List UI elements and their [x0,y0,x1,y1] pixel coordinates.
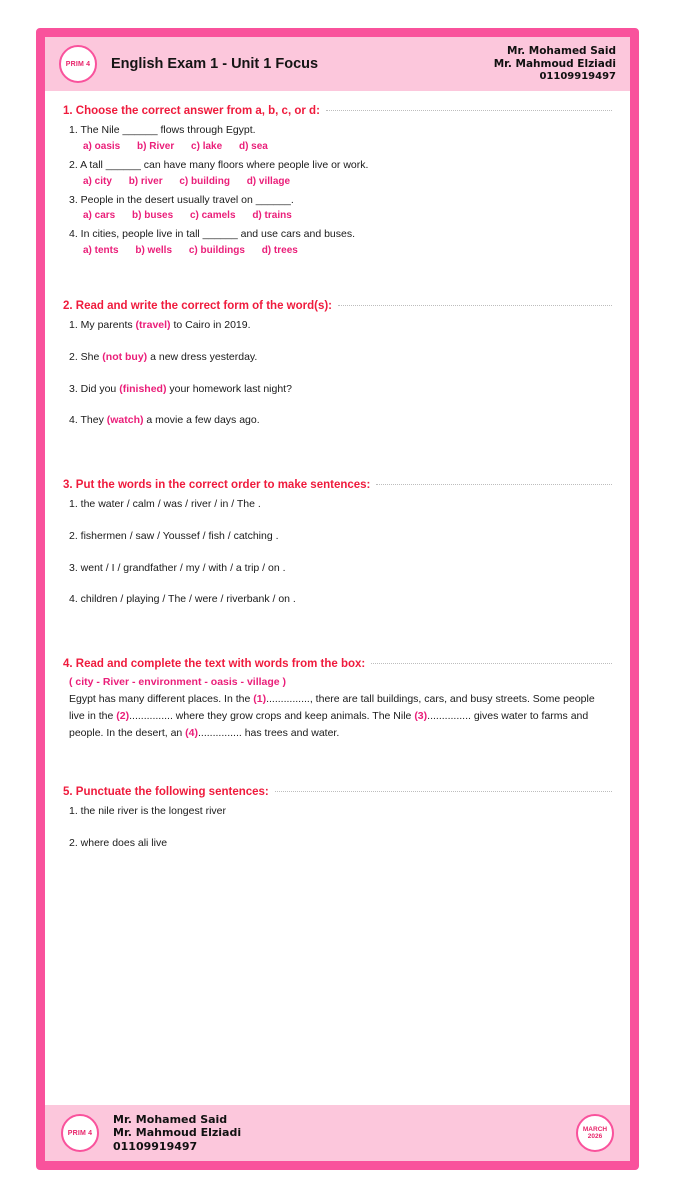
teacher-name-1: Mr. Mohamed Said [113,1112,228,1126]
dotted-rule [275,791,612,792]
section-1-title: 1. Choose the correct answer from a, b, c, or d: [63,105,320,117]
option[interactable]: d) sea [238,140,268,152]
teacher-name-1: Mr. Mohamed Said [507,45,616,58]
dotted-rule [338,305,612,306]
question-part: a new dress yesterday. [147,350,258,363]
question-text [69,318,612,334]
section-2 [63,300,612,429]
blank-number: (2) [116,710,130,722]
contact-phone: 01109919497 [539,70,616,82]
section-3-heading [63,479,612,491]
option[interactable]: a) oasis [83,140,121,152]
section-5-title: 5. Punctuate the following sentences: [63,786,269,798]
option[interactable]: b) buses [132,210,174,222]
section-5 [63,786,612,852]
spacer [63,752,612,786]
question-text [69,413,612,429]
dotted-rule [326,110,612,111]
option[interactable]: c) camels [189,210,236,222]
section-1-heading [63,105,612,117]
question-text: 1. The Nile ______ flows through Egypt. [69,124,256,136]
section-3 [63,479,612,608]
section-1 [63,105,612,256]
spacer [63,266,612,300]
paragraph-part: Egypt has many different places. In the [69,693,254,705]
option[interactable]: a) tents [83,245,119,256]
option[interactable]: c) buildings [188,245,245,256]
answer-options [83,141,612,152]
question-text: 2. A tall ______ can have many floors where people live or work. [69,158,369,171]
paragraph-part: ............... has trees and water. [198,727,340,739]
paragraph-part: ............... gives water to farms and people. In the desert, an [69,710,589,739]
target-word: (watch) [106,414,144,427]
question-text: 1. the nile river is the longest river [69,805,226,817]
option[interactable]: b) river [128,175,163,187]
target-word: (not buy) [102,350,148,363]
grade-badge: PRIM 4 [59,45,97,83]
exam-body [45,91,630,1105]
question-text: 4. children / playing / The / were / riverbank / on . [69,593,296,606]
answer-options [83,176,612,187]
page-footer [45,1105,630,1161]
dotted-rule [371,663,612,664]
option[interactable]: c) building [179,175,230,187]
question-part: to Cairo in 2019. [170,319,251,331]
word-box: ( city - River - environment - oasis - village ) [69,676,287,688]
spacer [63,624,612,658]
question-part: 3. Did you [69,382,120,395]
section-4 [63,658,612,742]
section-4-title: 4. Read and complete the text with words from the box: [63,658,366,670]
answer-options [83,210,612,221]
question-text: 3. went / I / grandfather / my / with / a trip / on . [69,561,286,574]
target-word: (finished) [119,382,167,395]
question-part: 4. They [69,414,107,427]
cloze-paragraph [69,691,608,742]
question-text [69,350,612,366]
teacher-name-2: Mr. Mahmoud Elziadi [113,1126,242,1140]
grade-badge-footer: PRIM 4 [61,1114,99,1152]
section-4-heading [63,658,612,670]
date-badge [576,1114,614,1152]
question-text: 1. the water / calm / was / river / in / The . [69,498,261,510]
question-part: 1. My parents [69,319,136,331]
header-teacher-info [494,45,616,83]
section-2-heading [63,300,612,312]
section-3-title: 3. Put the words in the correct order to make sentences: [63,479,371,491]
blank-number: (3) [414,710,428,722]
date-year: 2026 [587,1133,603,1140]
blank-number: (4) [185,727,199,739]
target-word: (travel) [135,319,171,331]
question-text: 4. In cities, people live in tall ______ and use cars and buses. [69,228,356,241]
date-month: MARCH [582,1125,608,1133]
question-text: 2. where does ali live [69,836,168,849]
paragraph-part: ..............., there are tall buildings, cars, and busy streets. Some people live in the [69,693,595,722]
exam-sheet [36,28,639,1170]
section-5-heading [63,786,612,798]
question-part: your homework last night? [166,382,292,395]
option[interactable]: a) city [83,175,112,187]
option[interactable]: d) trees [261,245,298,256]
teacher-name-2: Mr. Mahmoud Elziadi [493,57,616,70]
section-2-title: 2. Read and write the correct form of the word(s): [63,300,333,312]
question-text: 2. fishermen / saw / Youssef / fish / catching . [69,529,279,542]
dotted-rule [376,484,612,485]
footer-teacher-info [113,1113,241,1153]
option[interactable]: b) wells [135,245,173,256]
question-part: a movie a few days ago. [143,414,260,427]
question-text: 3. People in the desert usually travel on ______. [69,193,294,206]
option[interactable]: a) cars [83,210,116,222]
page-header [45,37,630,91]
blank-number: (1) [253,693,267,705]
page-title: English Exam 1 - Unit 1 Focus [111,56,319,72]
paragraph-part: ............... where they grow crops and keep animals. The Nile [129,710,415,722]
option[interactable]: b) River [137,140,175,152]
question-part: 2. She [69,350,103,363]
spacer [63,445,612,479]
option[interactable]: d) village [246,175,291,187]
question-text [69,382,612,398]
option[interactable]: d) trains [252,210,292,222]
contact-phone: 01109919497 [113,1139,198,1153]
option[interactable]: c) lake [191,140,223,152]
answer-options [83,245,612,256]
